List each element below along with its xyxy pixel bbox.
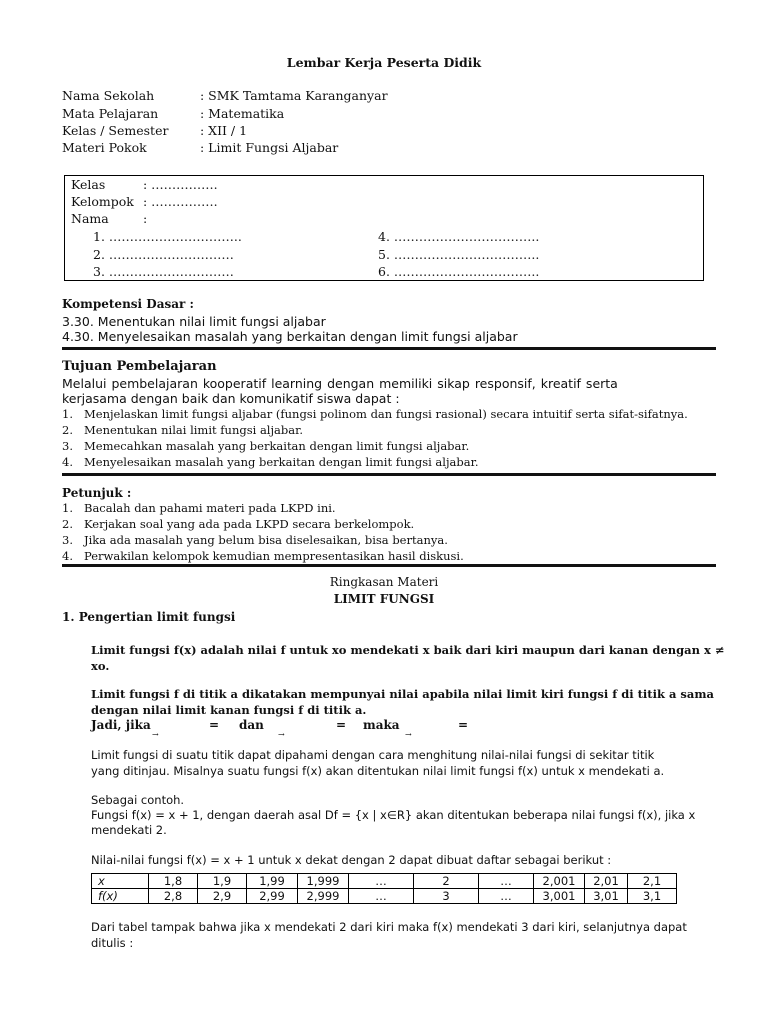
values-table xyxy=(91,873,677,904)
table-cell: 1,99 xyxy=(247,874,298,889)
meta-class-semester: Kelas / Semester : XII / 1 xyxy=(62,123,248,138)
table-header-cell: x xyxy=(92,874,149,889)
list-item: 4. Perwakilan kelompok kemudian mempresentasikan hasil diskusi. xyxy=(62,549,464,563)
table-cell: … xyxy=(349,874,414,889)
arrow-icon: → xyxy=(278,730,285,739)
maka-label: maka xyxy=(363,718,400,732)
example-line-1: Fungsi f(x) = x + 1, dengan daerah asal Df = {x | x∈R} akan ditentukan beberapa nilai fungsi f(x), jika x xyxy=(91,808,696,822)
list-item: 1. Menjelaskan limit fungsi aljabar (fungsi polinom dan fungsi rasional) secara intuitif serta sifat-sifatnya. xyxy=(62,407,688,421)
table-cell: 3,001 xyxy=(534,889,585,904)
divider xyxy=(62,564,716,567)
tujuan-heading: Tujuan Pembelajaran xyxy=(62,359,217,374)
table-cell: 2 xyxy=(414,874,479,889)
table-cell: 2,1 xyxy=(628,874,677,889)
table-cell: … xyxy=(349,889,414,904)
petunjuk-heading: Petunjuk : xyxy=(62,486,132,500)
member-1: 1. ………………………….. xyxy=(93,229,242,244)
table-cell: 3 xyxy=(414,889,479,904)
example-line-2: mendekati 2. xyxy=(91,823,167,837)
table-cell: 2,01 xyxy=(585,874,628,889)
meta-school: Nama Sekolah : SMK Tamtama Karanganyar xyxy=(62,88,388,103)
list-item: 2. Kerjakan soal yang ada pada LKPD secara berkelompok. xyxy=(62,517,415,531)
petunjuk-list xyxy=(62,500,464,564)
table-row xyxy=(92,874,677,889)
limit-fungsi-heading: LIMIT FUNGSI xyxy=(333,592,435,606)
table-cell: … xyxy=(479,874,534,889)
table-cell: 1,8 xyxy=(149,874,198,889)
table-cell: 3,01 xyxy=(585,889,628,904)
tujuan-intro-2: kerjasama dengan baik dan komunikatif siswa dapat : xyxy=(62,391,400,406)
kd-item-2: 4.30. Menyelesaikan masalah yang berkaitan dengan limit fungsi aljabar xyxy=(62,329,518,344)
tujuan-list xyxy=(62,406,688,470)
example-label: Sebagai contoh. xyxy=(91,793,185,807)
box-kelas: Kelas : ……………. xyxy=(71,177,218,192)
equals-sign: = xyxy=(336,718,347,732)
list-item: 1. Bacalah dan pahami materi pada LKPD ini. xyxy=(62,501,336,515)
explanation-line-1: Limit fungsi di suatu titik dapat dipahami dengan cara menghitung nilai-nilai fungsi di sekitar titik xyxy=(91,748,655,762)
list-item: 2. Menentukan nilai limit fungsi aljabar. xyxy=(62,423,304,437)
table-intro: Nilai-nilai fungsi f(x) = x + 1 untuk x dekat dengan 2 dapat dibuat daftar sebagai berikut : xyxy=(91,853,612,867)
definition-1-line-2: xo. xyxy=(91,659,110,673)
list-item: 4. Menyelesaikan masalah yang berkaitan dengan limit fungsi aljabar. xyxy=(62,455,479,469)
kd-item-1: 3.30. Menentukan nilai limit fungsi aljabar xyxy=(62,314,326,329)
member-4: 4. …………………………….. xyxy=(378,229,540,244)
jadi-label: Jadi, jika xyxy=(91,718,151,732)
equals-sign: = xyxy=(458,718,469,732)
table-row xyxy=(92,889,677,904)
tujuan-intro-1: Melalui pembelajaran kooperatif learning dengan memiliki sikap responsif, kreatif serta xyxy=(62,376,618,391)
table-cell: 1,9 xyxy=(198,874,247,889)
member-3: 3. ………………………… xyxy=(93,264,234,279)
definition-2-line-2: dengan nilai limit kanan fungsi f di titik a. xyxy=(91,703,367,717)
member-2: 2. ………………………… xyxy=(93,247,234,262)
section-1-heading: 1. Pengertian limit fungsi xyxy=(62,610,236,624)
table-cell: 2,99 xyxy=(247,889,298,904)
list-item: 3. Memecahkan masalah yang berkaitan dengan limit fungsi aljabar. xyxy=(62,439,470,453)
table-cell: 2,9 xyxy=(198,889,247,904)
arrow-icon: → xyxy=(405,730,412,739)
member-6: 6. …………………………….. xyxy=(378,264,540,279)
table-cell: 2,001 xyxy=(534,874,585,889)
box-kelompok: Kelompok : ……………. xyxy=(71,194,218,209)
ringkasan-heading: Ringkasan Materi xyxy=(329,575,439,589)
table-header-cell: f(x) xyxy=(92,889,149,904)
arrow-icon: → xyxy=(152,730,159,739)
conclusion-line-2: ditulis : xyxy=(91,936,134,950)
page-title: Lembar Kerja Peserta Didik xyxy=(286,55,482,70)
table-cell: 2,999 xyxy=(298,889,349,904)
table-cell: 3,1 xyxy=(628,889,677,904)
table-cell: 2,8 xyxy=(149,889,198,904)
definition-2-line-1: Limit fungsi f di titik a dikatakan mempunyai nilai apabila nilai limit kiri fungsi f di titik a sama xyxy=(91,687,714,701)
member-5: 5. …………………………….. xyxy=(378,247,540,262)
meta-topic: Materi Pokok : Limit Fungsi Aljabar xyxy=(62,140,339,155)
equals-sign: = xyxy=(209,718,220,732)
explanation-line-2: yang ditinjau. Misalnya suatu fungsi f(x) akan ditentukan nilai limit fungsi f(x) untuk x mendekati a. xyxy=(91,764,665,778)
kd-heading: Kompetensi Dasar : xyxy=(62,297,194,311)
table-cell: 1,999 xyxy=(298,874,349,889)
divider xyxy=(62,347,716,350)
group-identity-box xyxy=(64,175,704,281)
box-nama: Nama : xyxy=(71,211,148,226)
table-cell: … xyxy=(479,889,534,904)
meta-subject: Mata Pelajaran : Matematika xyxy=(62,106,285,121)
list-item: 3. Jika ada masalah yang belum bisa diselesaikan, bisa bertanya. xyxy=(62,533,448,547)
conclusion-line-1: Dari tabel tampak bahwa jika x mendekati 2 dari kiri maka f(x) mendekati 3 dari kiri, selanjutnya dapat xyxy=(91,920,687,934)
divider xyxy=(62,473,716,476)
dan-label: dan xyxy=(239,718,264,732)
definition-1-line-1: Limit fungsi f(x) adalah nilai f untuk xo mendekati x baik dari kiri maupun dari kanan dengan x ≠ xyxy=(91,643,725,657)
